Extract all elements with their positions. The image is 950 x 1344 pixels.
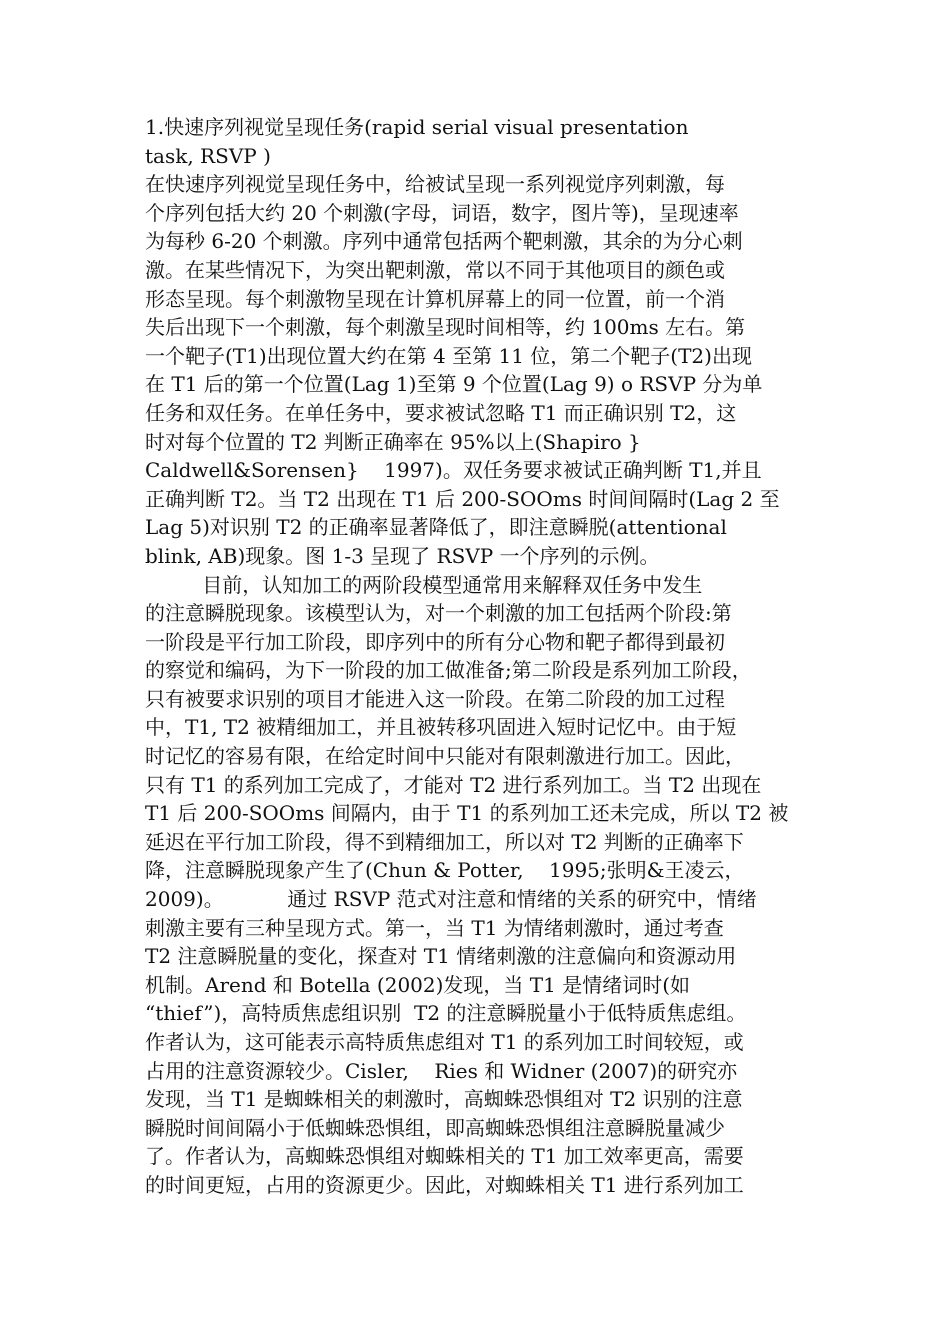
text-line: Caldwell&Sorensen} 1997)。双任务要求被试正确判断 T1,并且 bbox=[145, 458, 762, 483]
text-line: blink, AB)现象。图 1-3 呈现了 RSVP 一个序列的示例。 bbox=[145, 543, 660, 568]
text-line: 的时间更短，占用的资源更少。因此，对蜘蛛相关 T1 进行系列加工 bbox=[145, 1172, 744, 1197]
text-line: 2009)。 通过 RSVP 范式对注意和情绪的关系的研究中，情绪 bbox=[145, 887, 757, 912]
text-line: 只有被要求识别的项目才能进入这一阶段。在第二阶段的加工过程 bbox=[145, 686, 725, 711]
text-line: task, RSVP ) bbox=[145, 143, 271, 168]
text-line: 任务和双任务。在单任务中，要求被试忽略 T1 而正确识别 T2，这 bbox=[145, 400, 737, 425]
text-line: Lag 5)对识别 T2 的正确率显著降低了，即注意瞬脱(attentional bbox=[145, 515, 727, 540]
text-line: 了。作者认为，高蜘蛛恐惧组对蜘蛛相关的 T1 加工效率更高，需要 bbox=[145, 1144, 744, 1169]
text-line: 形态呈现。每个刺激物呈现在计算机屏幕上的同一位置，前一个消 bbox=[145, 286, 725, 311]
text-line: 正确判断 T2。当 T2 出现在 T1 后 200-SOOms 时间间隔时(Lag 2 至 bbox=[145, 486, 780, 511]
text-line: 中，T1, T2 被精细加工，并且被转移巩固进入短时记忆中。由于短 bbox=[145, 715, 737, 740]
text-line: 机制。Arend 和 Botella (2002)发现，当 T1 是情绪词时(如 bbox=[145, 972, 691, 997]
text-line: 激。在某些情况下，为突出靶刺激，常以不同于其他项目的颜色或 bbox=[145, 257, 725, 282]
body-text bbox=[145, 113, 835, 1200]
text-line: 瞬脱时间间隔小于低蜘蛛恐惧组，即高蜘蛛恐惧组注意瞬脱量减少 bbox=[145, 1115, 725, 1140]
text-line: 时对每个位置的 T2 判断正确率在 95%以上(Shapiro } bbox=[145, 429, 641, 454]
text-line: 降，注意瞬脱现象产生了(Chun & Potter, 1995;张明&王凌云， bbox=[145, 858, 745, 883]
text-line: 目前，认知加工的两阶段模型通常用来解释双任务中发生 bbox=[145, 572, 703, 597]
text-line: 在 T1 后的第一个位置(Lag 1)至第 9 个位置(Lag 9) o RSVP 分为单 bbox=[145, 372, 763, 397]
text-line: 的注意瞬脱现象。该模型认为，对一个刺激的加工包括两个阶段:第 bbox=[145, 601, 732, 626]
text-line: 刺激主要有三种呈现方式。第一，当 T1 为情绪刺激时，通过考查 bbox=[145, 915, 724, 940]
text-line: 时记忆的容易有限，在给定时间中只能对有限刺激进行加工。因此， bbox=[145, 744, 745, 769]
text-line: “thief”)，高特质焦虑组识别 T2 的注意瞬脱量小于低特质焦虑组。 bbox=[145, 1001, 747, 1026]
text-line: T1 后 200-SOOms 间隔内，由于 T1 的系列加工还未完成，所以 T2 被 bbox=[145, 801, 789, 826]
text-line: 1.快速序列视觉呈现任务(rapid serial visual presentation bbox=[145, 115, 689, 139]
text-line: 作者认为，这可能表示高特质焦虑组对 T1 的系列加工时间较短，或 bbox=[145, 1030, 744, 1054]
text-line: 一个靶子(T1)出现位置大约在第 4 至第 11 位，第二个靶子(T2)出现 bbox=[145, 343, 752, 368]
text-line: T2 注意瞬脱量的变化，探查对 T1 情绪刺激的注意偏向和资源动用 bbox=[145, 944, 737, 969]
text-line: 只有 T1 的系列加工完成了，才能对 T2 进行系列加工。当 T2 出现在 bbox=[145, 772, 762, 797]
text-line: 在快速序列视觉呈现任务中，给被试呈现一系列视觉序列刺激，每 bbox=[145, 172, 725, 197]
text-line: 一阶段是平行加工阶段，即序列中的所有分心物和靶子都得到最初 bbox=[145, 629, 725, 654]
text-line: 的察觉和编码，为下一阶段的加工做准备;第二阶段是系列加工阶段， bbox=[145, 658, 752, 683]
text-line: 延迟在平行加工阶段，得不到精细加工，所以对 T2 判断的正确率下 bbox=[145, 829, 744, 854]
text-line: 失后出现下一个刺激，每个刺激呈现时间相等，约 100ms 左右。第 bbox=[145, 315, 746, 340]
text-line: 个序列包括大约 20 个刺激(字母，词语，数字，图片等)，呈现速率 bbox=[145, 200, 739, 225]
text-line: 发现，当 T1 是蜘蛛相关的刺激时，高蜘蛛恐惧组对 T2 识别的注意 bbox=[145, 1087, 743, 1112]
text-line: 为每秒 6-20 个刺激。序列中通常包括两个靶刺激，其余的为分心刺 bbox=[145, 229, 743, 254]
text-line: 占用的注意资源较少。Cisler, Ries 和 Widner (2007)的研究亦 bbox=[145, 1058, 738, 1083]
